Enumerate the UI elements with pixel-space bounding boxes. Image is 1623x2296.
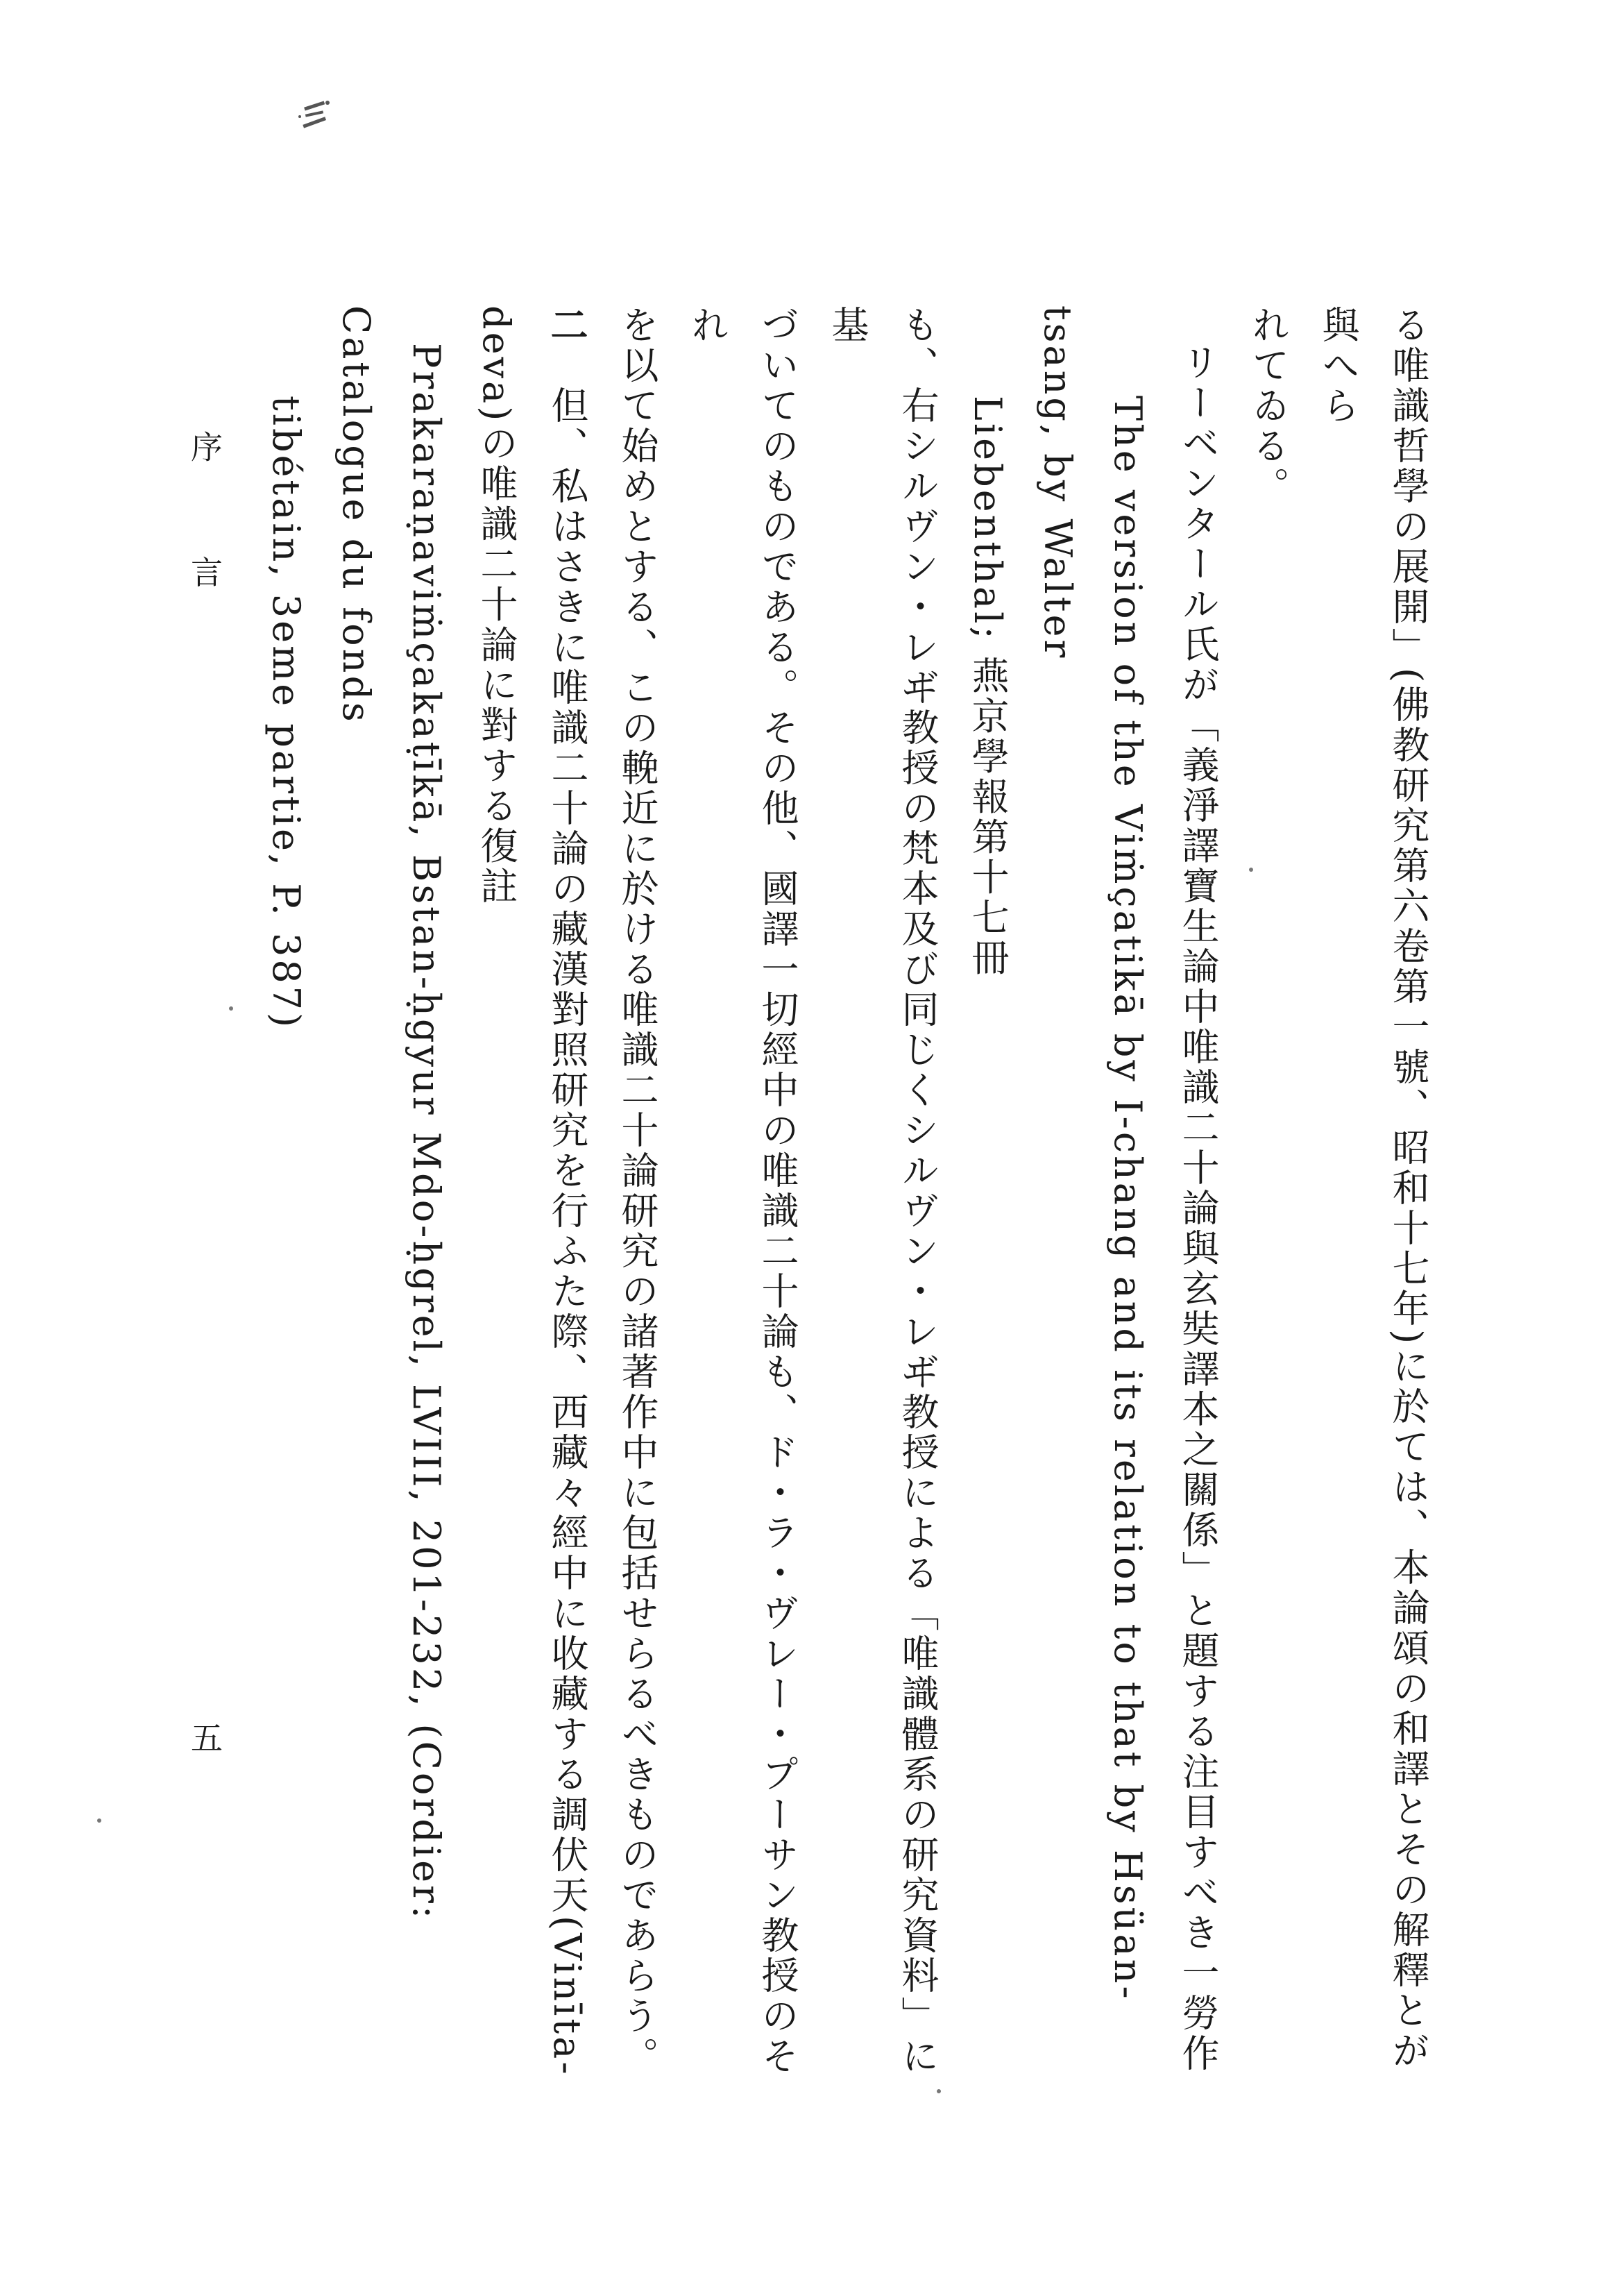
scan-speck	[937, 2089, 941, 2093]
citation-line: The version of the Viṁçatikā by I-chang and its relation to that by Hsüan-tsang, by Walter	[1036, 305, 1150, 2002]
scan-speck	[1249, 868, 1253, 872]
scan-speck	[97, 1818, 101, 1823]
body-text	[250, 305, 1443, 2096]
text-line	[545, 346, 589, 386]
citation-line: Liebenthal; 燕京學報第十七冊	[966, 395, 1010, 979]
section-number: 二	[545, 305, 589, 346]
text-line	[250, 305, 251, 2096]
text-line: も、右シルヴン・レヸ教授の梵本及び同じくシルヴン・レヸ教授による「唯識體系の研究資料」に基	[826, 305, 940, 2077]
text-line: deva)の唯識二十論に對する復註	[475, 305, 518, 907]
page-number: 五	[186, 1721, 223, 1753]
text-line: 但、私はさきに唯識二十論の藏漢對照研究を行ふた際、西藏々經中に收藏する調伏天(Vinīta-	[545, 386, 589, 2077]
section-paragraph	[532, 305, 602, 2096]
citation-line: tibétain, 3eme partie, P. 387)	[264, 395, 308, 1030]
text-line: る唯識哲學の展開」(佛教研究第六卷第一號、昭和十七年)に於ては、本論頌の和譯とその解釋とが與へら	[1316, 305, 1430, 2072]
text-line: リーベンタール氏が「義淨譯寶生論中唯識二十論與玄奘譯本之關係」と題する注目すべき一勞作	[1176, 343, 1220, 2074]
citation-line: Prakaraṇaviṁçakaṭīkā, Bstan-ḥgyur Mdo-ḥgrel, LVIII, 201-232, (Cordier: Catalogue du fonds	[334, 305, 448, 1922]
text-line: を以て始めとする、この輓近に於ける唯識二十論研究の諸著作中に包括せらるべきものであらう。	[615, 305, 659, 2077]
scan-speck	[229, 1006, 233, 1011]
ink-smudge-icon	[291, 90, 340, 139]
text-line: れてゐる。	[1246, 305, 1290, 507]
section-label: 序 言	[186, 430, 223, 630]
text-line: づいてのものである。その他、國譯一切經中の唯識二十論も、ド・ラ・ヴレー・プーサン教授のそれ	[686, 305, 799, 2077]
